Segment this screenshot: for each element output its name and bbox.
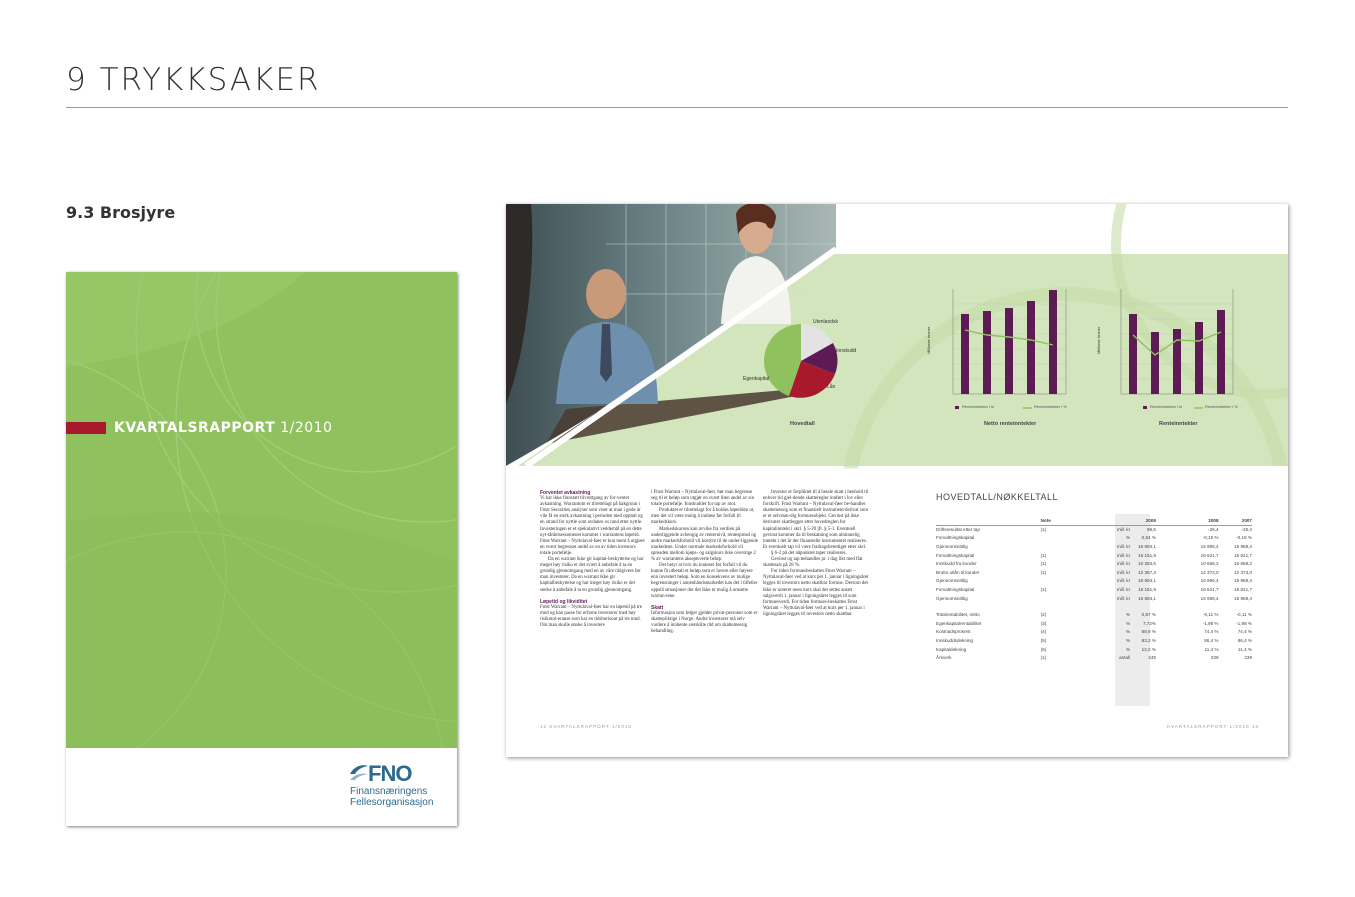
table-cell: 239 [1210,655,1219,661]
table-cell: mill. kr [1116,595,1131,601]
table-row [936,653,1252,662]
table-cell: mill. kr [1116,586,1131,592]
table-row [936,610,1252,619]
fno-logo-subtitle [350,786,433,808]
table-cell: 16 621,7 [1200,586,1219,592]
paragraph: Det betyr at hvis du innløser før forfall vil du kunne få utbetalt et beløp som er lavere eller høyere enn investert beløp. Som en konsekvens av mulige begrensninger i annenhåndsmarkedet kan det i tilfeller oppstå situasjoner der det ikke er mulig å omsette warran-tene. [651,563,758,599]
table-header: 2007 [1241,517,1252,523]
table-cell: 249 [1148,655,1156,661]
table-cell [1041,534,1071,543]
keyfig-table [936,515,1252,662]
text-column-3 [763,490,870,618]
table-cell: mill. kr [1116,526,1131,532]
table-row [936,525,1252,534]
table-cell: 16 621,7 [1234,586,1252,592]
table-cell: (1) [1040,526,1047,532]
rente-bar-2009 [1217,310,1225,394]
paragraph: Gevinst og tap behandles pr. i dag likt med flat skattesats på 28 %. [763,557,863,569]
fno-logo-sub-line1: Finansnæringens [350,786,428,797]
paragraph: Vi har ikke finnstatt tilvrettgang av for-ventet avkastning. Warrantom er tilrettelagt på bakgrunn i Fmst Securities analyser som viser at man i gode år vile få en sterk avkastning i perioden med opptatt og en strand for nyttle som avdanes os rand etter nyttle. Investeringen er et spekulativt veddemål på en dette nyt-tåråelsessomenet kommer i warrantens løpetid. Fmst Warrant – Nyttulaval-føer er kun ment å utgjøre en svært begrenset andel av en av tiden investors totale portefølje. [540,496,645,556]
table-header: Note [1040,517,1051,523]
pie-label-innskudd: Innskudd [836,348,857,354]
fno-logo-icon [349,762,369,784]
text-column-2 [651,490,758,635]
table-row [936,577,1252,586]
table-row [936,542,1252,551]
table-cell: Innskuddsdekning [936,637,974,643]
table-cell: mill. kr [1116,543,1131,549]
pie-label-egenkapital: Egenkapital [743,376,770,382]
table-cell [1041,542,1071,551]
table-row [936,645,1252,654]
table-spacer [936,602,1252,610]
table-cell: Kapitaldekning [936,646,967,652]
table-cell: Kostnadsprosent [936,629,971,635]
table-cell: 11,4 % [1238,646,1252,652]
table-header-row [936,515,1252,525]
netto-caption: Netto renteinntekter [984,421,1037,427]
table-cell: -0,11 % [1203,612,1219,618]
table-cell: -26,4 [1241,526,1252,532]
paragraph: § 6-2 på det nåpunktet taper realiseres. [771,550,847,556]
footer-right: KVARTALSRAPPORT 1/2010 13 [1167,724,1259,729]
table-cell: 74,4 % [1237,629,1252,635]
table-cell: mill. kr [1116,569,1131,575]
netto-legend-kr: Renteinntekter i kr [962,404,995,409]
table-cell: Driftsresultat etter tap [936,526,980,532]
pie-label-lan: Lån [827,384,836,390]
table-cell: 10 668,2 [1234,561,1252,567]
cover-swoosh-pattern [66,272,457,748]
netto-bar-2005 [961,314,969,394]
table-cell: (1) [1040,655,1047,661]
table-cell: 96,5 [1147,526,1156,532]
table-cell: 15 969,4 [1200,578,1219,584]
table-header [936,515,1041,525]
paragraph: Informasjon som følger gjelder privat-personer som er skattepliktige i Norge. Andre investorer må selv vurdere å innhente særskilte råd om skattemessig behandling. [651,610,758,635]
netto-bar-2006 [983,311,991,394]
rente-ylabel: Millioner kroner [1096,326,1101,354]
table-cell: 86,4 % [1237,637,1252,643]
table-row [936,619,1252,628]
table-cell: Gjennomsnittlig [936,578,968,584]
table-cell: 83,2 % [1141,637,1156,643]
table-cell: 74,4 % [1204,629,1219,635]
paragraph: Markedskursen kan avvike fra verdien på underliggende avhengig av renternivå, rentespread og andre markedsforhold vil kostyre til de under-liggende markedene. Under normale markedsforhold vil spreaden mellom kjøps- og salgskurs ikke overstige 2 % av warrantens akseptsverte beløp. [651,526,758,563]
table-cell: (5) [1040,637,1047,643]
table-row [936,628,1252,637]
table-cell: (3) [1040,620,1047,626]
netto-bar-2008 [1027,301,1035,394]
table-cell: 10 668,2 [1200,561,1219,567]
title-divider [66,107,1288,108]
paragraph: Investor er forpliktet til å betale skatt i henhold til enhver tid gjel-dende skatteregler innført i lov eller forskrift. Fmst Warrant – Nyttulaval-føer be-handles skattemessig som et finansielt instrument/derivat som er et selvstan-dig formuesobjekt. Gevinst på ikke derivater skattlegges etter hovedreglen for kapitalinntekt i skrl. § 5-20 jfr. § 5-1. Eventuell gevinst kommer da til beskatning som alminnelig inntekt i det år der finansielle instrumentet realiseres. Et eventuelt tap vil være fradragsberettiget etter skrl. [763,490,869,550]
rente-bar-2006 [1151,332,1159,394]
rente-bar-2007 [1173,329,1181,394]
table-row [936,636,1252,645]
table-row [936,594,1252,603]
table-cell: 15 969,4 [1234,578,1252,584]
table-cell: (1) [1040,552,1047,558]
paragraph: Da en warrant ikke gir kapital-beskyttelse og har meget høy risiko er det svært å anbefale å ta en grundig gjennomgang med en av våre rådgivere før man investerer. Da en warrant ikke gir kapitalbeskyttelse og har meget høy risiko er det sterke å anbefale å ta en grundig gjennomgang. [540,557,644,593]
table-cell: (1) [1040,561,1047,567]
table-cell: -0,15 % [1236,535,1252,541]
table-cell: 15 969,4 [1234,543,1252,549]
table-cell: -0,11 % [1236,612,1252,618]
table-cell: mill. kr [1116,578,1131,584]
paragraph: i Fmst Warrant – Nyttulaval-føer, bør man begrense seg til et beløp som utgjør en svært liten andel av sin totale portefølje. Innskuddet for tap av mot. [651,490,755,508]
fno-logo-sub-line2: Fellesorganisasjon [350,797,434,808]
table-cell: 16 621,7 [1200,552,1219,558]
footer-left: 12 KVARTALSRAPPORT 1/2010 [540,724,632,729]
page-title: 9 TRYKKSAKER [66,62,321,98]
fno-logo-text: FNO [368,761,412,786]
table-cell: Forvaltningskapital [936,586,975,592]
cover-title-bold: KVARTALSRAPPORT [114,420,276,436]
table-cell: 10 283,6 [1138,561,1156,567]
table-cell: % [1126,535,1131,541]
netto-bar-2007 [1005,308,1013,394]
table-cell: -1,98 % [1236,620,1252,626]
table-cell: % [1126,637,1131,643]
table-cell: (6) [1040,646,1047,652]
table-cell: (1) [1040,586,1047,592]
table-cell: 16 151,9 [1138,586,1156,592]
keyfig-title: HOVEDTALL/NØKKELTALL [936,492,1059,502]
rente-bar-2005 [1129,314,1137,394]
table-cell: Forvaltningskapital [936,535,975,541]
pie-caption: Hovedtall [790,421,815,427]
table-cell: Innskudd fra kunder [936,561,977,567]
table-cell: 16 693,1 [1138,543,1156,549]
heading-lopetid: Løpetid og likviditet [540,598,588,605]
cover-title [114,420,332,436]
table-row [936,568,1252,577]
table-cell: 86,4 % [1204,637,1219,643]
rente-caption: Renteinntekter [1159,421,1198,427]
table-cell: 0,67 % [1141,612,1156,618]
table-cell: 7,72% [1142,620,1156,626]
table-cell: 16 621,7 [1234,552,1252,558]
table-cell: 12,2 % [1141,646,1156,652]
keyfig-body [936,525,1252,662]
table-cell: Brutto utlån til kunder [936,569,980,575]
table-cell: -26,4 [1208,526,1219,532]
table-cell: 0,64 % [1141,535,1156,541]
table-cell: 12 357,3 [1138,569,1156,575]
netto-ylabel: Millioner kroner [926,326,931,354]
rente-bar-2008 [1195,322,1203,394]
table-cell: Egenkapitalrentabilitet [936,620,982,626]
table-cell: 12 373,0 [1200,569,1219,575]
netto-legend-pct: Renteinntekter i % [1034,404,1067,409]
table-cell: -0,15 % [1202,535,1219,541]
spread-header-artwork [506,204,1288,474]
table-cell: 16 693,1 [1138,578,1156,584]
table-cell [1041,577,1071,586]
table-cell: Totalrentabilitet, netto [936,612,980,618]
table-cell: 15 969,4 [1234,595,1252,601]
table-cell: (4) [1040,629,1047,635]
table-cell [1041,594,1071,603]
paragraph: For tiden formuesbeskattes Fmst Warrant – Nyttulaval-føer ved at kurs per 1. januar i ligningsåret legges til investors netto skattbar formue. Dersom det ikke er noteret noen kurs skal det settes antatt salgsverdi 1. januar i ligningsåret legges til sum formuesverdi. For tiden formues-beskattes Fmst Warrant – Nyttulaval-føer ved at kurs per 1. januar i ligningsåret legges til investors netto skattbar. [763,569,869,617]
rente-legend-pct: Renteinntekter i % [1205,404,1238,409]
cover-title-number: 1/2010 [275,420,333,436]
table-cell: 16 693,1 [1138,595,1156,601]
table-row [936,585,1252,594]
table-cell: (1) [1040,569,1047,575]
table-row [936,551,1252,560]
table-cell: 16 151,9 [1138,552,1156,558]
table-row [936,534,1252,543]
table-cell: Gjennomsnittlig [936,595,968,601]
table-cell: mill. kr [1116,561,1131,567]
brochure-cover [66,272,457,826]
table-cell: % [1126,612,1131,618]
table-cell: % [1126,629,1131,635]
table-header: 2009 [1145,517,1156,523]
table-cell: mill. kr [1116,552,1131,558]
heading-skatt: Skatt [651,604,664,611]
table-cell: Forvaltningskapital [936,552,975,558]
pie-label-utenlandsk: Utenlandsk [813,319,839,325]
paragraph: Produktet er tilrettelagt for å holdes løpetiden ut, men det vil være mulig å innløse før forfall til markedskurs. [651,508,755,526]
table-cell: % [1126,620,1131,626]
table-cell: (2) [1040,612,1047,618]
section-title: 9.3 Brosjyre [66,203,176,222]
cover-red-bar [66,422,106,434]
table-cell: antall [1119,655,1131,661]
netto-bar-2009 [1049,290,1057,394]
cover-green-panel [66,272,457,748]
table-cell: Gjennomsnittlig [936,543,968,549]
brochure-spread [506,204,1288,757]
heading-forventet: Forventet avkastning [540,490,591,496]
table-row [936,559,1252,568]
table-cell: -1,98 % [1202,620,1219,626]
table-cell: % [1126,646,1131,652]
paragraph: Fmst Warrant – Nyttulaval-føer har en løpetid på tre mnd og kan passe for erfarne investorer med høy risikotol-eranse som har en tidshorisont på tre mnd. Om man skulle ønske å investere [540,604,642,628]
table-cell: 15 969,4 [1200,543,1219,549]
table-header: 2008 [1208,517,1219,523]
table-cell: 12 373,0 [1234,569,1252,575]
text-column-1 [540,490,647,629]
table-cell: 239 [1244,655,1252,661]
table-cell: 68,9 % [1141,629,1156,635]
table-header [1071,515,1130,525]
table-cell: 11,4 % [1204,646,1219,652]
table-cell: 15 969,4 [1200,595,1219,601]
rente-legend-kr: Renteinntekter i kr [1150,404,1183,409]
table-cell: Årsverk [936,655,952,661]
